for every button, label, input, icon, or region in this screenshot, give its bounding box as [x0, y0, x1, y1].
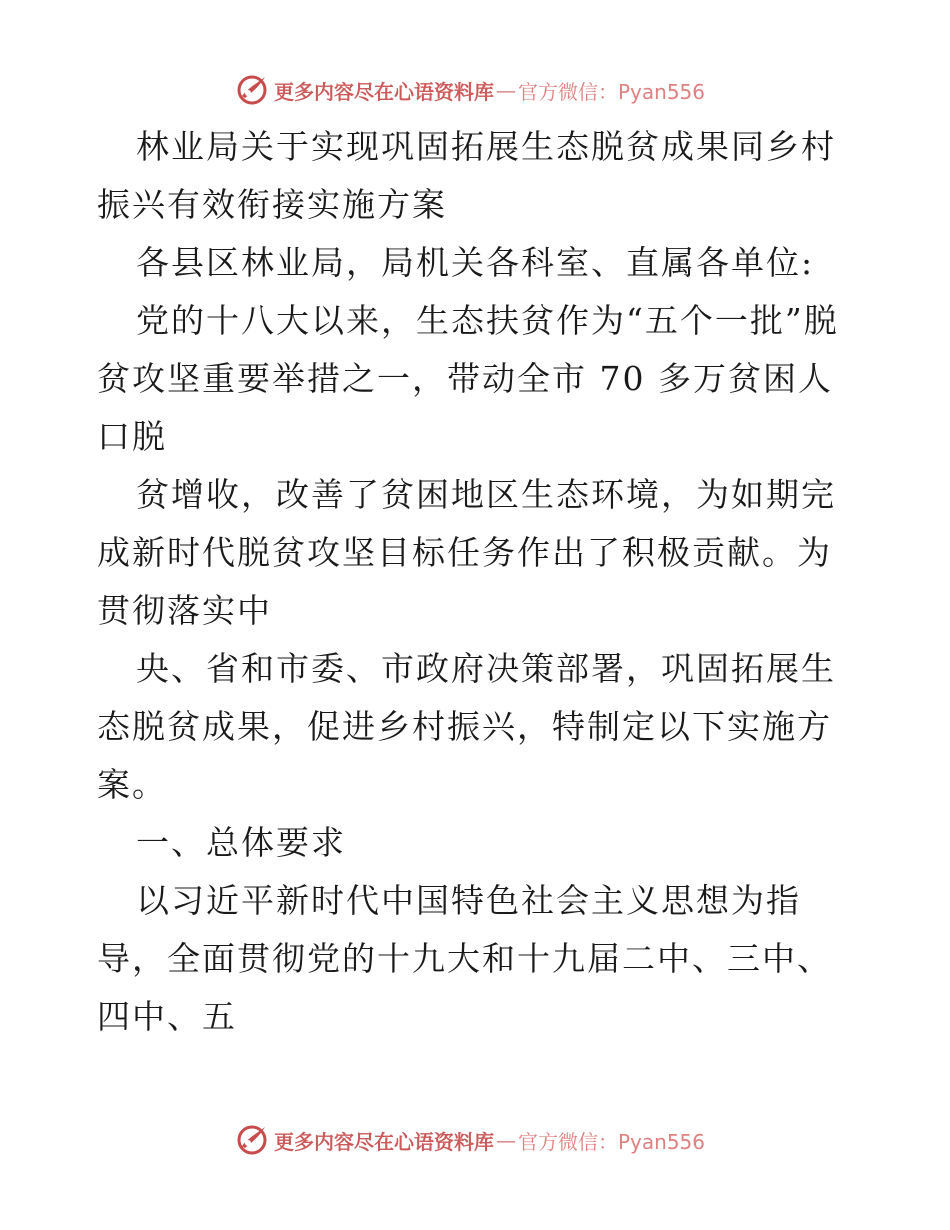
promo-text: 更多内容尽在心语资料库	[274, 1129, 494, 1154]
body-paragraph: 央、省和市委、市政府决策部署，巩固拓展生态脱贫成果，促进乡村振兴，特制定以下实施方案。	[97, 649, 836, 804]
document-body	[97, 118, 857, 1046]
banner-separator: —	[496, 1128, 516, 1152]
header-watermark-banner	[236, 72, 705, 108]
promo-text: 更多内容尽在心语资料库	[274, 79, 494, 104]
salutation: 各县区林业局，局机关各科室、直属各单位:	[136, 243, 815, 282]
banner-separator: —	[496, 78, 516, 102]
body-paragraph: 党的十八大以来，生态扶贫作为“五个一批”脱贫攻坚重要举措之一，带动全市 70 多万贫困人口脱	[97, 301, 839, 456]
section-heading: 一、总体要求	[136, 823, 346, 862]
document-title: 林业局关于实现巩固拓展生态脱贫成果同乡村振兴有效衔接实施方案	[97, 127, 836, 224]
body-paragraph: 贫增收，改善了贫困地区生态环境，为如期完成新时代脱贫攻坚目标任务作出了积极贡献。为贯彻落实中	[97, 475, 836, 630]
body-paragraph: 以习近平新时代中国特色社会主义思想为指导，全面贯彻党的十九大和十九届二中、三中、四中、五	[97, 881, 832, 1036]
footer-watermark-banner	[236, 1122, 705, 1158]
official-wechat-text: 官方微信：Pyan556	[518, 79, 706, 104]
quill-seal-icon	[236, 74, 268, 106]
quill-seal-icon	[236, 1124, 268, 1156]
official-wechat-text: 官方微信：Pyan556	[518, 1129, 706, 1154]
